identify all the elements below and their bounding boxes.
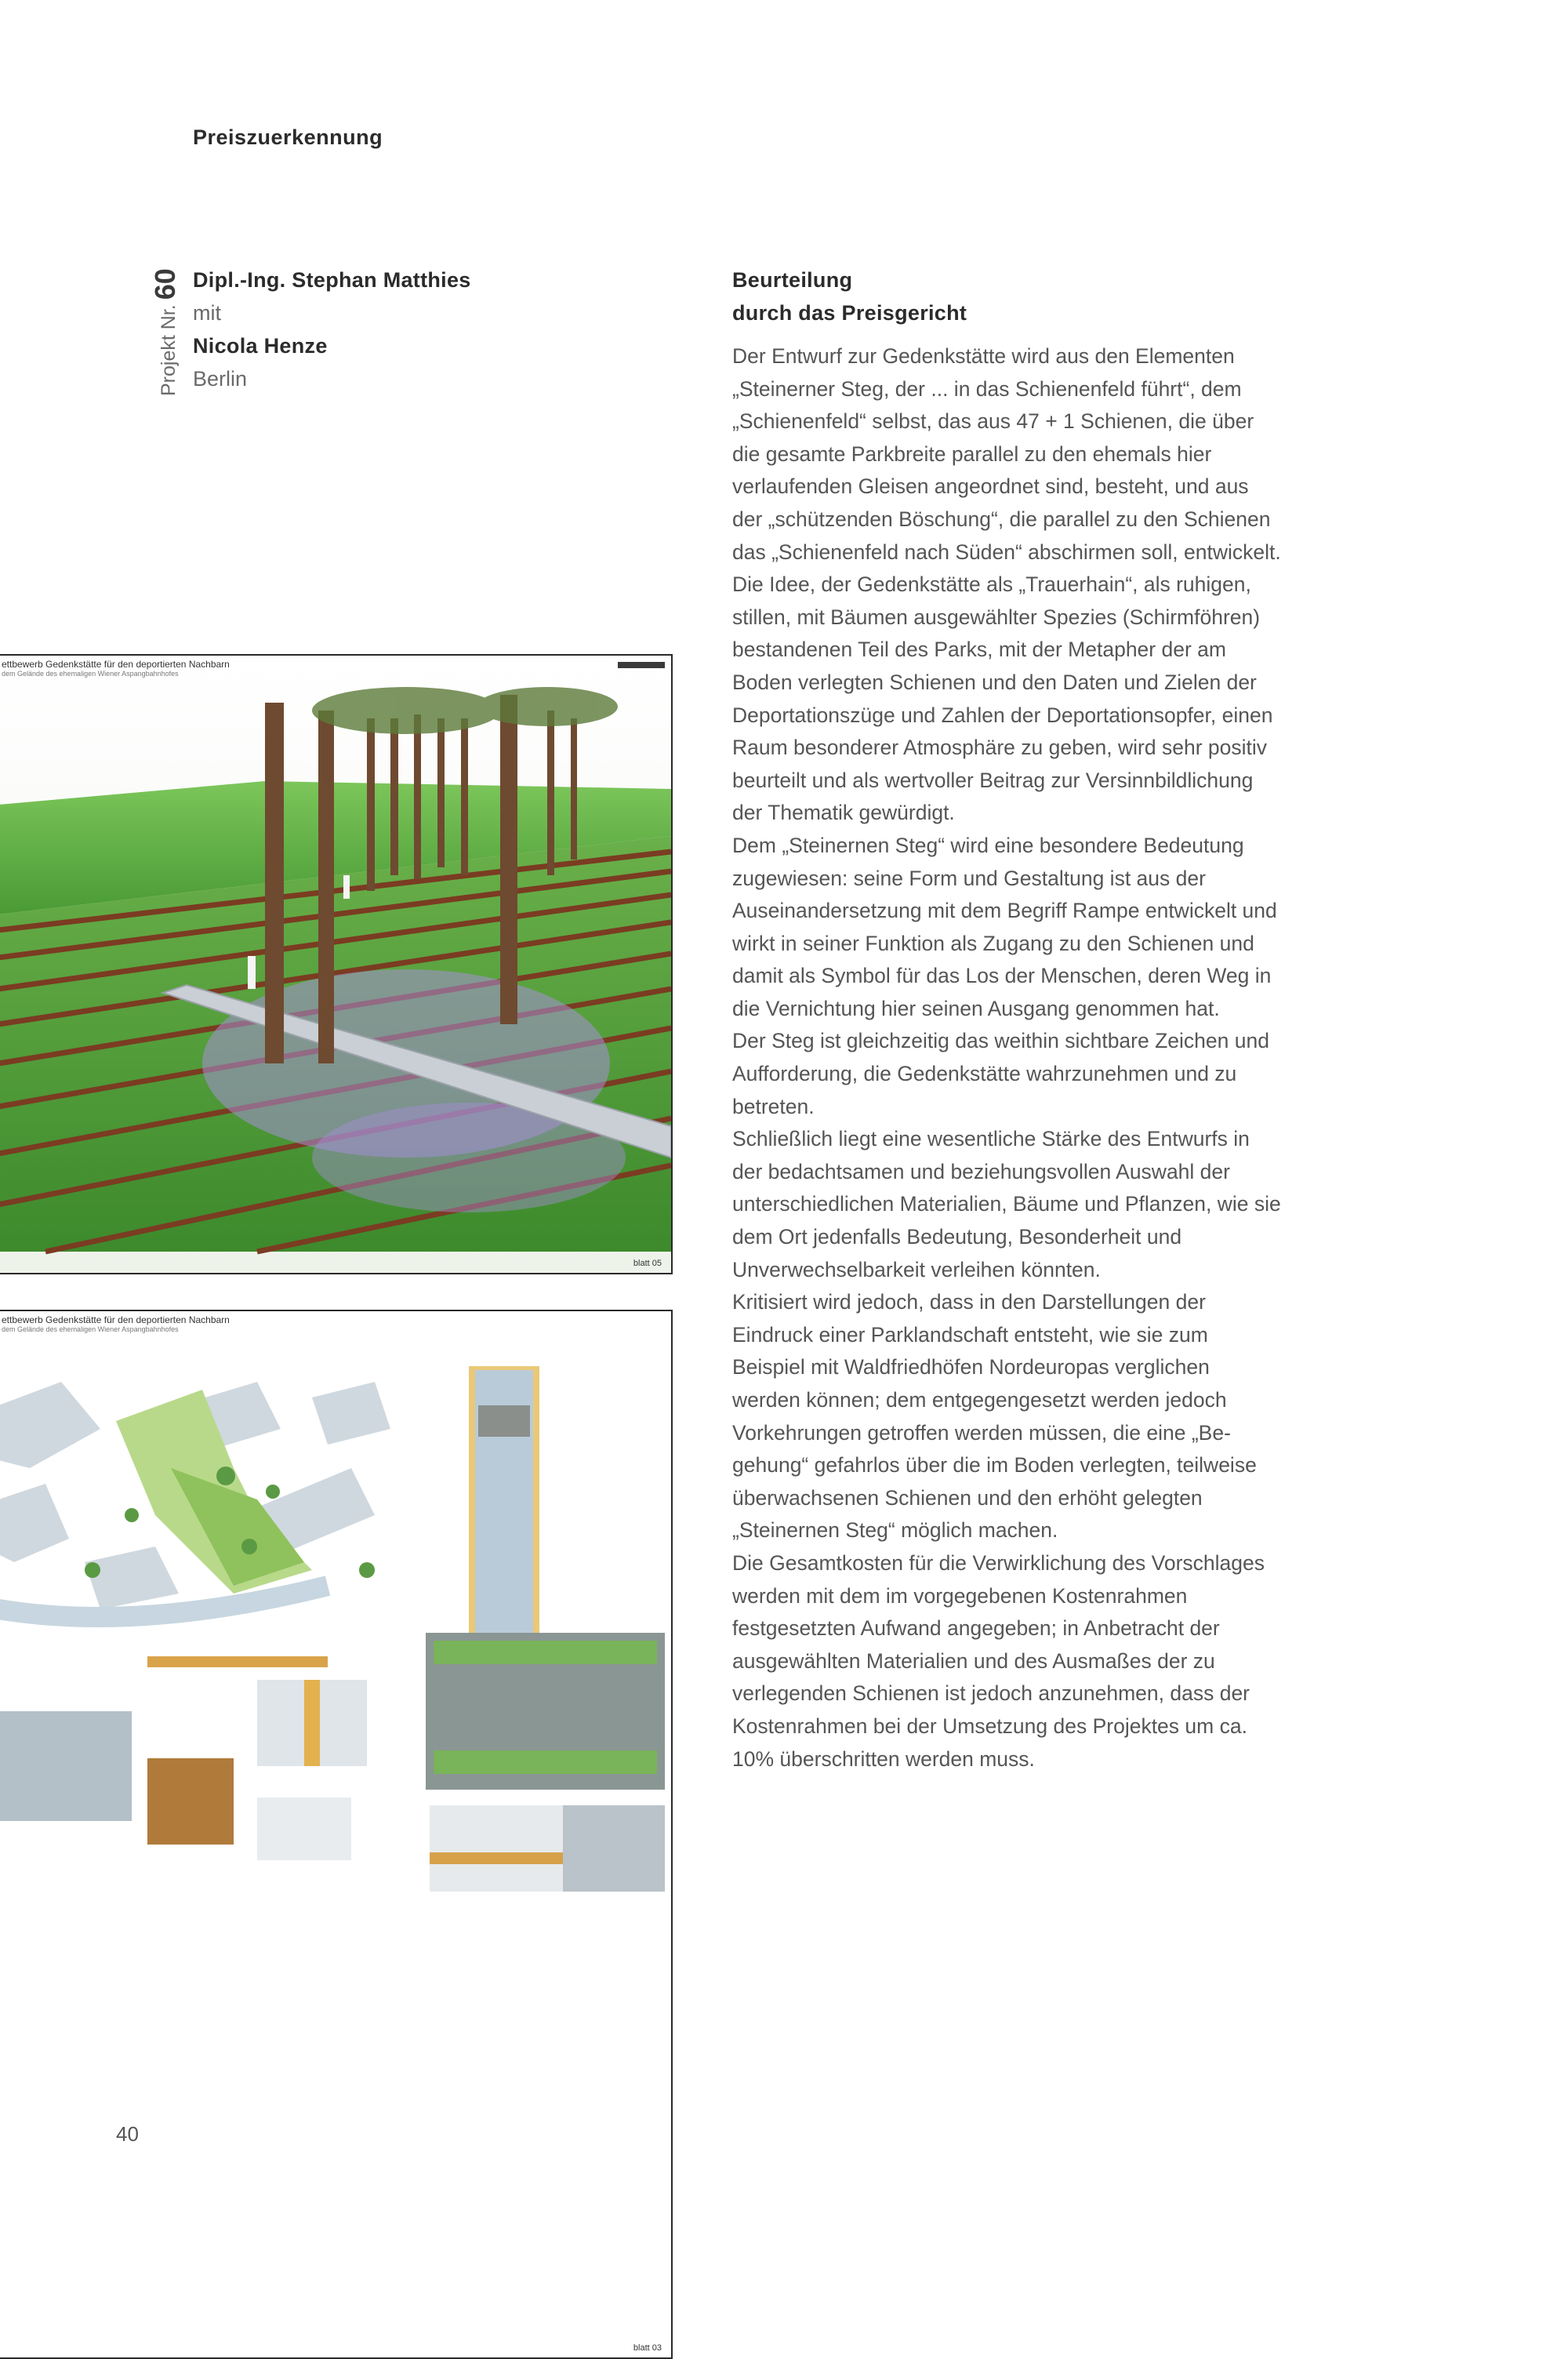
- review-title: [732, 264, 967, 329]
- review-paragraph: Der Entwurf zur Gedenkstätte wird aus den Elementen „Steinerner Steg, der ... in das Schienenfeld führt“, dem „Schienenfeld“ selbst, das aus 47 + 1 Schienen, die über die gesamte Parkbreite parallel zu den ehemals hier verlaufenden Gleisen angeordnet sind, besteht, und aus der „schützenden Böschung“, die parallel zu den Schienen das „Schienenfeld nach Süden“ abschirmen soll, entwickelt.: [732, 344, 1281, 564]
- board-header: [2, 659, 230, 678]
- competition-board-plan: [0, 1310, 673, 2359]
- review-paragraph: Die Gesamtkosten für die Verwirklichung des Vorschlages werden mit dem im vorgegebenen Kostenrahmen festgesetzten Aufwand angegeben; in Anbetracht der ausgewählten Materialien und des Ausmaßes der zu verlegenden Schienen ist jedoch anzunehmen, dass der Kostenrahmen bei der Umsetzung des Projektes um ca. 10% überschritten werden muss.: [732, 1550, 1265, 1771]
- project-label: Projekt Nr.: [158, 304, 180, 396]
- review-paragraph: Dem „Steinernen Steg“ wird eine besondere Bedeutung zugewiesen: seine Form und Gestaltung ist aus der Auseinandersetzung mit dem Begriff Rampe entwickelt und wirkt in seiner Funktion als Zugang zu den Schienen und damit als Symbol für das Los der Menschen, deren Weg in die Vernichtung hier seinen Ausgang genommen hat.: [732, 833, 1277, 1020]
- review-title-line1: Beurteilung: [732, 268, 853, 292]
- perspective-rendering: [0, 656, 671, 1273]
- board-title: ettbewerb Gedenkstätte für den deportierten Nachbarn: [2, 659, 230, 670]
- board-title: ettbewerb Gedenkstätte für den deportierten Nachbarn: [2, 1314, 230, 1325]
- section-label: Preiszuerkennung: [193, 125, 383, 149]
- site-plan-and-details: [0, 1311, 671, 2357]
- board-sheet-tag: blatt 03: [633, 2343, 662, 2353]
- review-paragraph: Der Steg ist gleichzeitig das weithin sichtbare Zeichen und Aufforderung, die Gedenkstätte wahrzunehmen und zu betreten.: [732, 1029, 1269, 1118]
- review-paragraph: Kritisiert wird jedoch, dass in den Darstellungen der Eindruck einer Parklandschaft entsteht, wie sie zum Beispiel mit Waldfriedhöfen Nordeuropas verglichen werden können; dem entgegengesetzt werden jedoch Vorkehrungen getroffen werden müssen, die eine „Begehung“ gefahrlos über die im Boden verlegten, teilweise überwachsenen Schienen und den erhöht gelegten „Steinernen Steg“ möglich machen.: [732, 1290, 1257, 1543]
- board-subtitle: dem Gelände des ehemaligen Wiener Aspangbahnhofes: [2, 670, 179, 678]
- author-city: Berlin: [193, 367, 248, 391]
- authors-block: [193, 264, 471, 395]
- board-header: [2, 1314, 230, 1333]
- project-number-vertical: [149, 268, 182, 396]
- board-subtitle: dem Gelände des ehemaligen Wiener Aspangbahnhofes: [2, 1325, 179, 1333]
- author-name-secondary: Nicola Henze: [193, 334, 328, 358]
- project-number: 60: [149, 268, 181, 300]
- page-number: 40: [116, 2122, 139, 2146]
- review-paragraph: Schließlich liegt eine wesentliche Stärke des Entwurfs in der bedachtsamen und beziehungsvollen Auswahl der unterschiedlichen Materialien, Bäume und Pflanzen, wie sie dem Ort jedenfalls Bedeutung, Besonderheit und Unverwechselbarkeit verleihen könnten.: [732, 1127, 1281, 1281]
- board-sheet-tag: blatt 05: [633, 1259, 662, 1268]
- author-connector: mit: [193, 301, 221, 325]
- competition-board-perspective: [0, 654, 673, 1274]
- review-body: [732, 340, 1281, 1776]
- review-paragraph: Die Idee, der Gedenkstätte als „Trauerhain“, als ruhigen, stillen, mit Bäumen ausgewählter Spezies (Schirmföhren) bestandenen Teil des Parks, mit der Metapher der am Boden verlegten Schienen und den Daten und Zielen der Deportationszüge und Zahlen der Deportationsopfer, einen Raum besonderer Atmosphäre zu geben, wird sehr positiv beurteilt und als wertvoller Beitrag zur Versinnbildlichung der Thematik gewürdigt.: [732, 572, 1273, 825]
- author-name-primary: Dipl.-Ing. Stephan Matthies: [193, 268, 471, 292]
- review-title-line2: durch das Preisgericht: [732, 301, 967, 325]
